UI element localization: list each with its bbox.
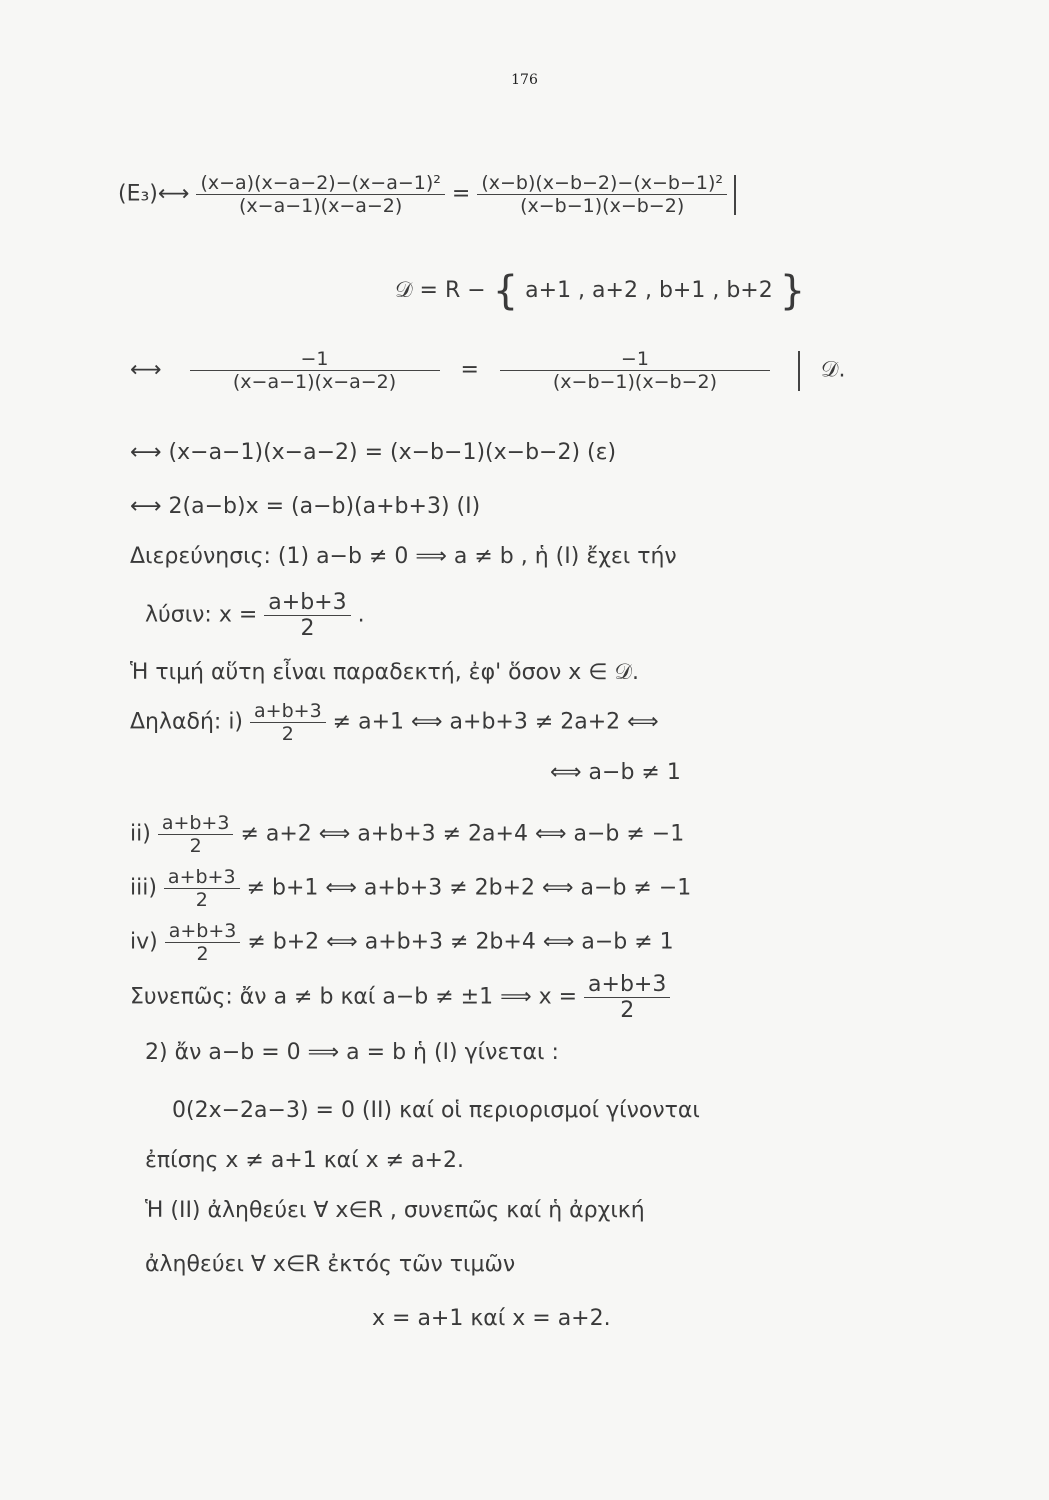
equation-two: 0(2x−2a−3) = 0 (II) καί οἱ περιορισμοί γίνονται xyxy=(172,1098,700,1123)
fraction-denominator: 2 xyxy=(196,943,209,965)
condition-label: ii) xyxy=(130,821,151,847)
condition-fraction xyxy=(164,866,240,911)
fraction-denominator: 2 xyxy=(195,889,208,911)
equals-sign: = xyxy=(451,181,471,207)
equation-e3 xyxy=(118,172,736,217)
period: . xyxy=(357,602,365,628)
fraction-numerator: a+b+3 xyxy=(264,590,350,616)
condition-label: iii) xyxy=(130,875,157,901)
equation-reduced xyxy=(130,348,845,393)
equivalence-arrow: ⟷ xyxy=(130,357,162,383)
fraction-left xyxy=(190,348,440,393)
page-number: 176 xyxy=(511,72,538,88)
condition-label: Δηλαδή: i) xyxy=(130,709,244,735)
equation-epsilon: ⟷ (x−a−1)(x−a−2) = (x−b−1)(x−b−2) (ε) xyxy=(130,440,617,465)
fraction-numerator: (x−a)(x−a−2)−(x−a−1)² xyxy=(196,172,444,195)
fraction-denominator: 2 xyxy=(300,616,315,641)
equals-sign: = xyxy=(460,357,479,383)
condition-i xyxy=(130,700,659,745)
fraction-denominator: (x−a−1)(x−a−2) xyxy=(232,371,397,393)
conclusion-fraction xyxy=(584,972,670,1023)
fraction-denominator: 2 xyxy=(281,723,294,745)
condition-text: ≠ b+1 ⟺ a+b+3 ≠ 2b+2 ⟺ a−b ≠ −1 xyxy=(246,875,692,901)
condition-ii xyxy=(130,812,684,857)
fraction-numerator: a+b+3 xyxy=(164,866,240,889)
condition-text: ≠ b+2 ⟺ a+b+3 ≠ 2b+4 ⟺ a−b ≠ 1 xyxy=(247,929,674,955)
fraction-right xyxy=(477,172,727,217)
equation-label: (E₃)⟷ xyxy=(118,181,190,207)
conclusion-text: Συνεπῶς: ἄν a ≠ b καί a−b ≠ ±1 ⟹ x = xyxy=(130,984,578,1010)
condition-text: ≠ a+2 ⟺ a+b+3 ≠ 2a+4 ⟺ a−b ≠ −1 xyxy=(240,821,685,847)
fraction-numerator: a+b+3 xyxy=(165,920,241,943)
condition-label: iv) xyxy=(130,929,158,955)
left-brace: { xyxy=(492,268,519,314)
right-brace: } xyxy=(779,268,806,314)
restrictions-line: ἐπίσης x ≠ a+1 καί x ≠ a+2. xyxy=(145,1148,464,1173)
fraction-denominator: (x−a−1)(x−a−2) xyxy=(239,195,403,217)
domain-symbol: 𝒟. xyxy=(820,357,846,383)
fraction-denominator: (x−b−1)(x−b−2) xyxy=(520,195,685,217)
solution-label: λύσιν: x = xyxy=(145,602,258,628)
fraction-denominator: 2 xyxy=(620,998,635,1023)
fraction-numerator: a+b+3 xyxy=(158,812,234,835)
condition-i-result: ⟺ a−b ≠ 1 xyxy=(550,760,681,785)
domain-bar xyxy=(798,351,800,391)
domain-bar xyxy=(734,175,736,215)
fraction-left xyxy=(196,172,444,217)
condition-fraction xyxy=(158,812,234,857)
equation-one: ⟷ 2(a−b)x = (a−b)(a+b+3) (I) xyxy=(130,494,481,519)
condition-fraction xyxy=(250,700,326,745)
truth-line: Ἡ (II) ἀληθεύει ∀ x∈R , συνεπῶς καί ἡ ἀρχική xyxy=(145,1198,645,1223)
solution-fraction xyxy=(264,590,350,641)
original-truth-line: ἀληθεύει ∀ x∈R ἐκτός τῶν τιμῶν xyxy=(145,1252,516,1277)
excluded-values: x = a+1 καί x = a+2. xyxy=(372,1306,611,1331)
fraction-numerator: (x−b)(x−b−2)−(x−b−1)² xyxy=(477,172,727,195)
condition-fraction xyxy=(165,920,241,965)
fraction-numerator: a+b+3 xyxy=(250,700,326,723)
condition-iii xyxy=(130,866,691,911)
fraction-denominator: (x−b−1)(x−b−2) xyxy=(552,371,717,393)
domain-set: a+1 , a+2 , b+1 , b+2 xyxy=(525,278,773,303)
solution-line xyxy=(145,590,365,641)
fraction-numerator: −1 xyxy=(500,348,770,371)
discussion-heading: Διερεύνησις: (1) a−b ≠ 0 ⟹ a ≠ b , ἡ (I) ἔχει τήν xyxy=(130,544,677,569)
conclusion-line xyxy=(130,972,670,1023)
case-two: 2) ἄν a−b = 0 ⟹ a = b ἡ (I) γίνεται : xyxy=(145,1040,559,1065)
fraction-right xyxy=(500,348,770,393)
fraction-numerator: a+b+3 xyxy=(584,972,670,998)
domain-definition xyxy=(395,268,805,314)
fraction-numerator: −1 xyxy=(190,348,440,371)
condition-iv xyxy=(130,920,674,965)
condition-text: ≠ a+1 ⟺ a+b+3 ≠ 2a+2 ⟺ xyxy=(332,709,659,735)
domain-left: 𝒟 = R − xyxy=(395,278,486,303)
acceptability-line: Ἡ τιμή αὕτη εἶναι παραδεκτή, ἐφ' ὅσον x ∈ 𝒟. xyxy=(130,660,639,685)
fraction-denominator: 2 xyxy=(189,835,202,857)
